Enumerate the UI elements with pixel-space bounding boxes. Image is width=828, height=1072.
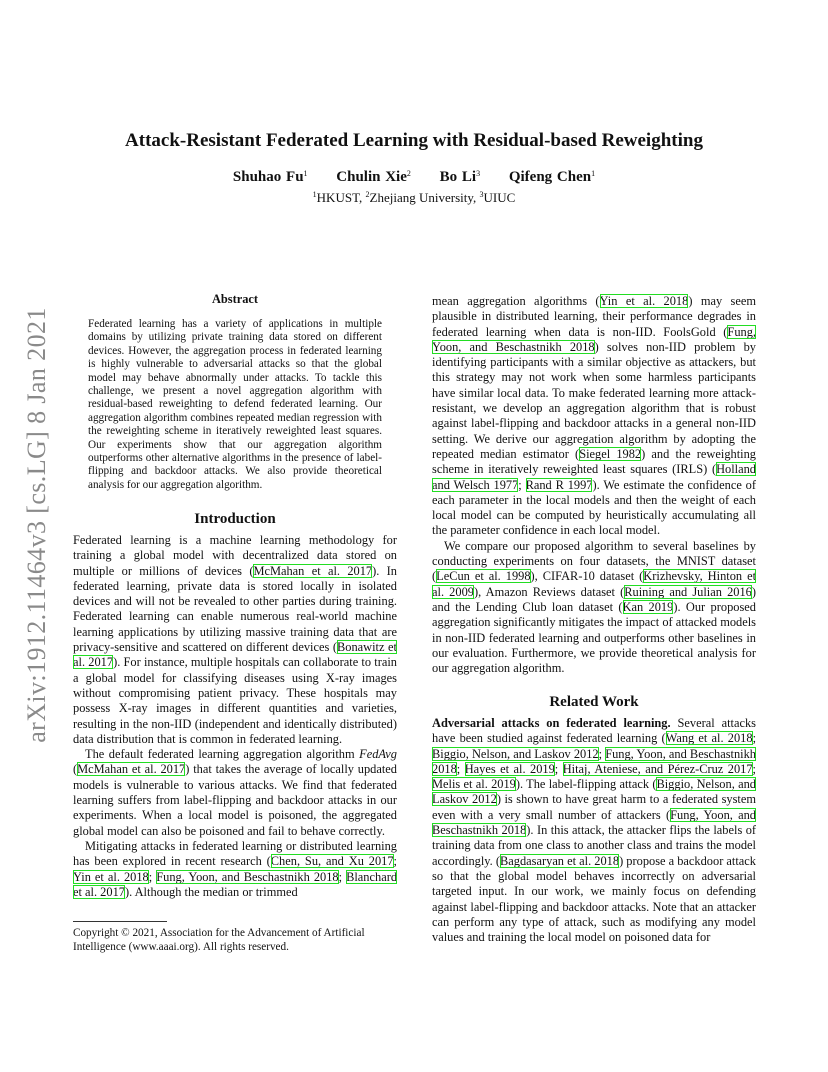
citation-link[interactable]: LeCun et al. 1998 [436, 569, 531, 584]
citation-link[interactable]: Melis et al. 2019 [432, 777, 516, 792]
footnote-divider [73, 921, 167, 922]
text-run: ) solves non-IID problem by identifying participants with a similar objective as attackers, but this strategy may not work when some harmless participants have similar local data. To make federated learning more attack-resistant, we develop an aggregation algorithm that is robust against label-flipping and backdoor attacks in a general non-IID setting. We derive our aggregation algorithm by adopting the repeated median estimator ( [432, 339, 756, 461]
text-run: mean aggregation algorithms ( [432, 294, 600, 308]
citation-link[interactable]: Fung, Yoon, and Beschastnikh 2018 [156, 869, 339, 884]
author: Chulin Xie$^2$ [336, 169, 411, 185]
abstract-text: Federated learning has a variety of applications in multiple domains by utilizing private training data stored on different devices. However, the aggregation process in federated learning is highly vulnerable to adversarial attacks so that the global model may behave abnormally under attacks. To tackle this challenge, we present a novel aggregation algorithm with residual-based reweighting to defend federated learning. Our aggregation algorithm combines repeated median regression with the reweighting scheme in iteratively reweighted least squares. Our experiments show that our aggregation algorithm outperforms other alternative algorithms in the presence of label-flipping and backdoor attacks. We also provide theoretical analysis for our aggregation algorithm. [88, 318, 382, 491]
paragraph [73, 839, 397, 900]
citation-link[interactable]: Hitaj, Ateniese, and Pérez-Cruz 2017 [562, 761, 753, 776]
abstract-heading: Abstract [211, 292, 259, 306]
citation-link[interactable]: Biggio, Nelson, and Laskov 2012 [432, 746, 599, 761]
text-run: ; [338, 869, 347, 884]
text-run: ). We estimate the confidence of each parameter in the local models and then the weight of each local model can be computed by heuristically accumulating all the parameter confidence in each local model. [432, 477, 756, 538]
left-column [73, 533, 397, 900]
text-run: The default federated learning aggregation algorithm [85, 747, 360, 762]
citation-link[interactable]: Hayes et al. 2019 [464, 761, 555, 776]
paragraph [73, 747, 397, 839]
text-run: ; [456, 761, 465, 776]
text-run: ). The label-flipping attack ( [515, 777, 657, 792]
citation-link[interactable]: Fung, Yoon, and Beschastnikh 2018 [432, 746, 757, 776]
text-run: ), CIFAR-10 dataset ( [530, 569, 644, 584]
introduction-heading: Introduction [194, 511, 276, 527]
paragraph [432, 716, 756, 945]
text-run: ( [73, 762, 78, 777]
paper-title: Attack-Resistant Federated Learning with Residual-based Reweighting [125, 130, 703, 151]
text-run: ; [752, 761, 756, 776]
text-run: ). In this attack, the attacker flips the labels of training data from one class to another class and trains the model accordingly. ( [432, 823, 757, 868]
citation-link[interactable]: Yin et al. 2018 [599, 294, 689, 308]
copyright-notice: Copyright © 2021, Association for the Advancement of Artificial Intelligence (www.aaai.org). All rights reserved. [73, 927, 365, 953]
text-run: ) that takes the average of locally updated models is vulnerable to various attacks. We find that federated learning suffers from label-flipping and backdoor attacks in our experiments. When a local model is poisoned, the aggregated global model can also be poisoned and fail to behave correctly. [73, 762, 398, 838]
paragraph [432, 539, 756, 677]
text-run: ) and the Lending Club loan dataset ( [432, 584, 757, 614]
run-in-heading: Adversarial attacks on federated learning. [432, 716, 671, 730]
citation-link[interactable]: Chen, Su, and Xu 2017 [270, 854, 394, 869]
author: Qifeng Chen$^1$ [508, 169, 596, 185]
text-run: ) propose a backdoor attack so that the global model behaves incorrectly on adversarial targeted input. In our work, we mainly focus on defending against label-flipping and backdoor attacks. Note that an attacker can perform any type of attack, such as modifying any model values and training the local model on poisoned data for [432, 853, 757, 945]
arxiv-identifier: arXiv:1912.11464v3 [cs.LG] 8 Jan 2021 [22, 307, 51, 743]
arxiv-sidebar [2, 290, 72, 760]
citation-link[interactable]: Bonawitz et al. 2017 [73, 640, 398, 670]
citation-link[interactable]: Wang et al. 2018 [665, 731, 753, 746]
paragraph [432, 294, 756, 539]
author: Shuhao Fu$^1$ [232, 169, 308, 185]
citation-link[interactable]: Bagdasaryan et al. 2018 [500, 853, 620, 868]
emphasis-text: FedAvg [359, 747, 397, 762]
citation-link[interactable]: Blanchard et al. 2017 [73, 869, 398, 899]
text-run: Federated learning is a machine learning methodology for training a global model with decentralized data stored on multiple or millions of devices ( [73, 533, 397, 578]
citation-link[interactable]: Ruining and Julian 2016 [624, 584, 752, 599]
text-run: ) is shown to have great harm to a federated system even with a very small number of attackers ( [432, 792, 756, 822]
text-run: ). For instance, multiple hospitals can collaborate to train a global model for classifying diseases using X-ray images without compromising patient privacy. These hospitals may possess X-ray images in different quantities and varieties, resulting in the non-IID (independent and identically distributed) data distribution that is common in federated learning. [73, 655, 398, 746]
text-run: ; [598, 746, 606, 761]
citation-link[interactable]: McMahan et al. 2017 [253, 563, 373, 578]
text-run: ; [148, 869, 157, 884]
text-run: ), Amazon Reviews dataset ( [473, 584, 625, 599]
paragraph [73, 533, 397, 747]
right-column-bottom [432, 716, 756, 945]
citation-link[interactable]: Yin et al. 2018 [73, 869, 149, 884]
citation-link[interactable]: Siegel 1982 [579, 446, 642, 461]
text-run: ) may seem plausible in distributed learning, their performance degrades in federated learning when data is non-IID. FoolsGold ( [432, 294, 756, 339]
citation-link[interactable]: Fung, Yoon, and Beschastnikh 2018 [432, 324, 756, 354]
citation-link[interactable]: Rand R 1997 [525, 477, 593, 492]
text-run: Mitigating attacks in federated learning or distributed learning has been explored in recent research ( [73, 838, 397, 869]
citation-link[interactable]: Kan 2019 [622, 599, 674, 614]
citation-link[interactable]: Krizhevsky, Hinton et al. 2009 [432, 569, 757, 599]
citation-link[interactable]: Holland and Welsch 1977 [432, 462, 756, 492]
text-run: We compare our proposed algorithm to several baselines by conducting experiments on four datasets, the MNIST dataset ( [432, 538, 756, 584]
citation-link[interactable]: Fung, Yoon, and Beschastnikh 2018 [432, 807, 757, 838]
author-list [0, 169, 828, 186]
text-run: ; [752, 731, 757, 746]
text-run: Several attacks have been studied against federated learning ( [432, 716, 756, 746]
text-run: ; [393, 854, 397, 869]
right-column-top [432, 294, 756, 676]
text-run: ). In federated learning, private data is stored locally in isolated devices and will not be revealed to other parties during training. Federated learning can enable numerous real-world machine learning applications by utilizing massive training data that are privacy-sensitive and scattered on different devices ( [73, 563, 397, 655]
text-run: ). Our proposed aggregation significantly mitigates the impact of attacked models in non-IID federated learning and outperforms other baselines in our evaluation. Furthermore, we provide theoretical analysis for our aggregation algorithm. [432, 599, 756, 676]
author: Bo Li$^3$ [439, 169, 481, 185]
citation-link[interactable]: Biggio, Nelson, and Laskov 2012 [432, 777, 756, 807]
text-run: ; [554, 761, 563, 776]
related-work-heading: Related Work [549, 694, 639, 710]
text-run: ) and the reweighting scheme in iteratively reweighted least squares (IRLS) ( [432, 446, 756, 477]
text-run: ). Although the median or trimmed [124, 884, 298, 899]
text-run: ; [518, 477, 526, 492]
citation-link[interactable]: McMahan et al. 2017 [77, 762, 186, 777]
affiliations: $^1$HKUST, $^2$Zhejiang University, $^3$UIUC [312, 190, 516, 205]
